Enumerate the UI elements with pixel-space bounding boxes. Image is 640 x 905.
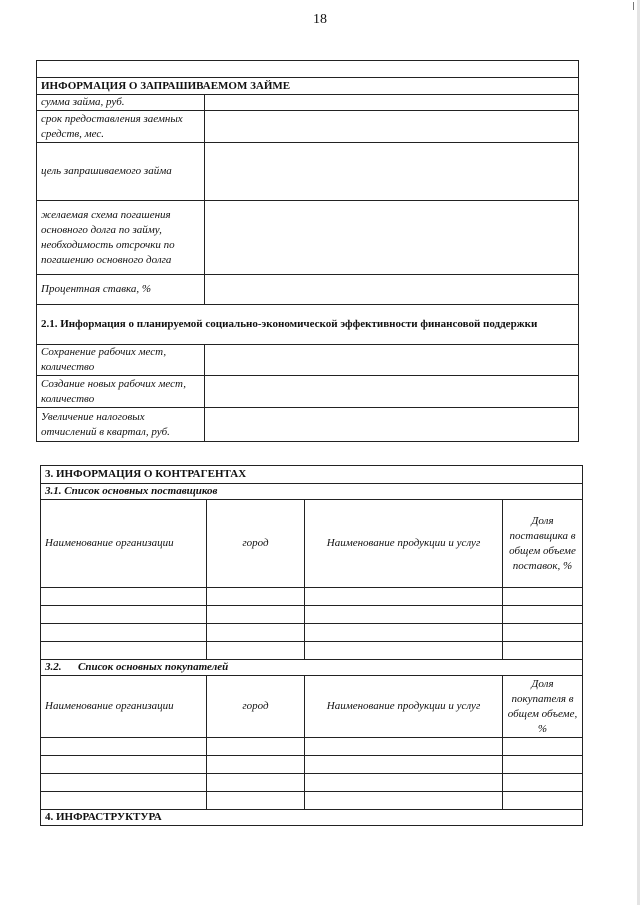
buyer-share-cell[interactable] — [503, 756, 583, 774]
supplier-share-cell[interactable] — [503, 606, 583, 624]
buyer-city-cell[interactable] — [207, 756, 305, 774]
page-number: 18 — [313, 12, 327, 27]
table-row — [41, 738, 583, 756]
interest-rate-label: Процентная ставка, % — [37, 275, 205, 305]
loan-info-table — [36, 60, 579, 442]
supplier-products-cell[interactable] — [305, 606, 503, 624]
infrastructure-section-title: 4. ИНФРАСТРУКТУРА — [41, 810, 583, 826]
suppliers-header-city: город — [207, 500, 305, 588]
buyer-products-cell[interactable] — [305, 756, 503, 774]
suppliers-header-organization: Наименование организации — [41, 500, 207, 588]
loan-amount-label: сумма займа, руб. — [37, 95, 205, 111]
jobs-created-label: Создание новых рабочих мест, количество — [37, 376, 205, 408]
buyer-org-cell[interactable] — [41, 756, 207, 774]
table-row — [41, 642, 583, 660]
buyer-org-cell[interactable] — [41, 792, 207, 810]
buyer-share-cell[interactable] — [503, 738, 583, 756]
loan-term-field[interactable] — [205, 111, 579, 143]
supplier-org-cell[interactable] — [41, 588, 207, 606]
table-row — [41, 588, 583, 606]
supplier-products-cell[interactable] — [305, 642, 503, 660]
supplier-share-cell[interactable] — [503, 642, 583, 660]
buyer-products-cell[interactable] — [305, 774, 503, 792]
supplier-share-cell[interactable] — [503, 624, 583, 642]
buyer-products-cell[interactable] — [305, 738, 503, 756]
table-row — [41, 606, 583, 624]
table-row — [41, 774, 583, 792]
contractors-section-title: 3. ИНФОРМАЦИЯ О КОНТРАГЕНТАХ — [41, 466, 583, 484]
repayment-scheme-field[interactable] — [205, 201, 579, 275]
supplier-city-cell[interactable] — [207, 588, 305, 606]
buyers-list-title: 3.2. Список основных покупателей — [41, 660, 583, 676]
tax-increase-label: Увеличение налоговых отчислений в квартал, руб. — [37, 408, 205, 442]
loan-amount-field[interactable] — [205, 95, 579, 111]
buyer-city-cell[interactable] — [207, 738, 305, 756]
table-row — [41, 624, 583, 642]
buyer-org-cell[interactable] — [41, 774, 207, 792]
supplier-products-cell[interactable] — [305, 624, 503, 642]
supplier-share-cell[interactable] — [503, 588, 583, 606]
table-row — [41, 756, 583, 774]
supplier-org-cell[interactable] — [41, 606, 207, 624]
jobs-retained-field[interactable] — [205, 345, 579, 376]
buyer-org-cell[interactable] — [41, 738, 207, 756]
loan-section-title: ИНФОРМАЦИЯ О ЗАПРАШИВАЕМОМ ЗАЙМЕ — [37, 78, 579, 95]
suppliers-header-products: Наименование продукции и услуг — [305, 500, 503, 588]
supplier-org-cell[interactable] — [41, 642, 207, 660]
buyer-city-cell[interactable] — [207, 792, 305, 810]
supplier-products-cell[interactable] — [305, 588, 503, 606]
jobs-created-field[interactable] — [205, 376, 579, 408]
supplier-org-cell[interactable] — [41, 624, 207, 642]
buyers-header-share: Доля покупателя в общем объеме, % — [503, 676, 583, 738]
table-row — [41, 792, 583, 810]
supplier-city-cell[interactable] — [207, 642, 305, 660]
loan-purpose-field[interactable] — [205, 143, 579, 201]
supplier-city-cell[interactable] — [207, 606, 305, 624]
loan-term-label: срок предоставления заемных средств, мес. — [37, 111, 205, 143]
buyer-products-cell[interactable] — [305, 792, 503, 810]
buyers-header-products: Наименование продукции и услуг — [305, 676, 503, 738]
jobs-retained-label: Сохранение рабочих мест, количество — [37, 345, 205, 376]
supplier-city-cell[interactable] — [207, 624, 305, 642]
buyer-share-cell[interactable] — [503, 774, 583, 792]
contractors-table — [40, 465, 583, 826]
table-top-blank-row — [37, 61, 579, 78]
buyers-header-city: город — [207, 676, 305, 738]
efficiency-section-title: 2.1. Информация о планируемой социально-экономической эффективности финансовой поддержки — [37, 305, 579, 345]
buyer-share-cell[interactable] — [503, 792, 583, 810]
buyer-city-cell[interactable] — [207, 774, 305, 792]
repayment-scheme-label: желаемая схема погашения основного долга по займу, необходимость отсрочки по погашению основного долга — [37, 201, 205, 275]
interest-rate-field[interactable] — [205, 275, 579, 305]
suppliers-list-title: 3.1. Список основных поставщиков — [41, 484, 583, 500]
scan-mark — [633, 2, 634, 10]
suppliers-header-share: Доля поставщика в общем объеме поставок, % — [503, 500, 583, 588]
loan-purpose-label: цель запрашиваемого займа — [37, 143, 205, 201]
tax-increase-field[interactable] — [205, 408, 579, 442]
buyers-header-organization: Наименование организации — [41, 676, 207, 738]
